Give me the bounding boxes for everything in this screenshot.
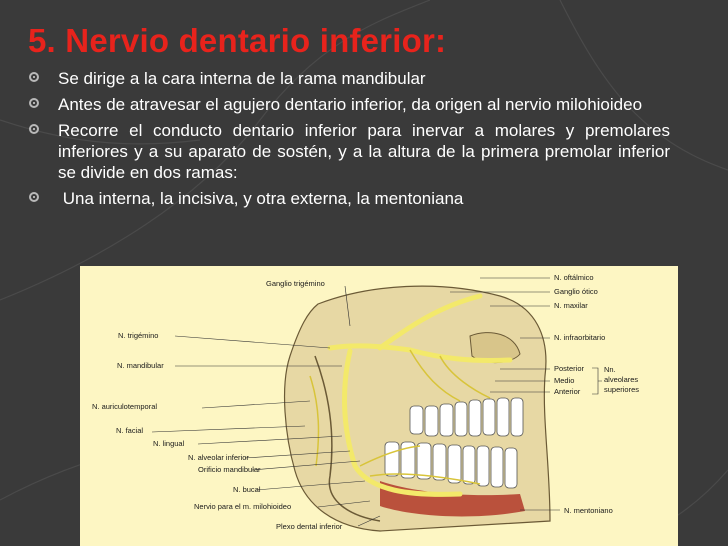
label-n-mentoniano: N. mentoniano: [564, 506, 613, 515]
label-plexo-dental-inferior: Plexo dental inferior: [276, 522, 343, 531]
bullet-text: Una interna, la incisiva, y otra externa, la mentoniana: [58, 189, 464, 208]
label-brace-nn: Nn.: [604, 365, 616, 374]
label-orificio-mandibular: Orificio mandibular: [198, 465, 261, 474]
label-nervio-milohioideo: Nervio para el m. milohioideo: [194, 502, 292, 511]
bullet-text: Recorre el conducto dentario inferior para inervar a molares y premolares inferiores y a su aparato de sostén, y a la altura de la primera premolar inferior se divide en dos ramas:: [58, 121, 670, 182]
bullet-item: [28, 120, 670, 183]
label-ganglio-trigemino: Ganglio trigémino: [266, 279, 325, 288]
label-n-trigemino: N. trigémino: [118, 331, 159, 340]
label-n-bucal: N. bucal: [233, 485, 261, 494]
bullet-list: [28, 68, 670, 214]
label-medio: Medio: [554, 376, 575, 385]
label-n-alveolar-inferior: N. alveolar inferior: [188, 453, 249, 462]
bullet-item: [28, 68, 670, 89]
label-n-facial: N. facial: [116, 426, 144, 435]
bullet-icon: [29, 98, 39, 108]
label-brace-alveolares: alveolares: [604, 375, 639, 384]
label-n-oftalmico: N. oftálmico: [554, 273, 594, 282]
label-anterior: Anterior: [554, 387, 581, 396]
label-brace-superiores: superiores: [604, 385, 640, 394]
label-n-infraorbitario: N. infraorbitario: [554, 333, 606, 342]
anatomy-figure: [80, 266, 678, 546]
bullet-item: [28, 94, 670, 115]
label-posterior: Posterior: [554, 364, 585, 373]
label-n-maxilar: N. maxilar: [554, 301, 588, 310]
label-ganglio-otico: Ganglio ótico: [554, 287, 598, 296]
label-n-mandibular: N. mandibular: [117, 361, 164, 370]
slide-title: 5. Nervio dentario inferior:: [28, 22, 447, 59]
label-n-auriculotemporal: N. auriculotemporal: [92, 402, 158, 411]
bullet-text: Se dirige a la cara interna de la rama mandibular: [58, 69, 426, 88]
bullet-icon: [29, 192, 39, 202]
label-n-lingual: N. lingual: [153, 439, 185, 448]
bullet-text: Antes de atravesar el agujero dentario inferior, da origen al nervio milohioideo: [58, 95, 643, 114]
bullet-item: [28, 188, 670, 209]
bullet-icon: [29, 72, 39, 82]
anatomy-illustration: [80, 266, 678, 546]
bullet-icon: [29, 124, 39, 134]
